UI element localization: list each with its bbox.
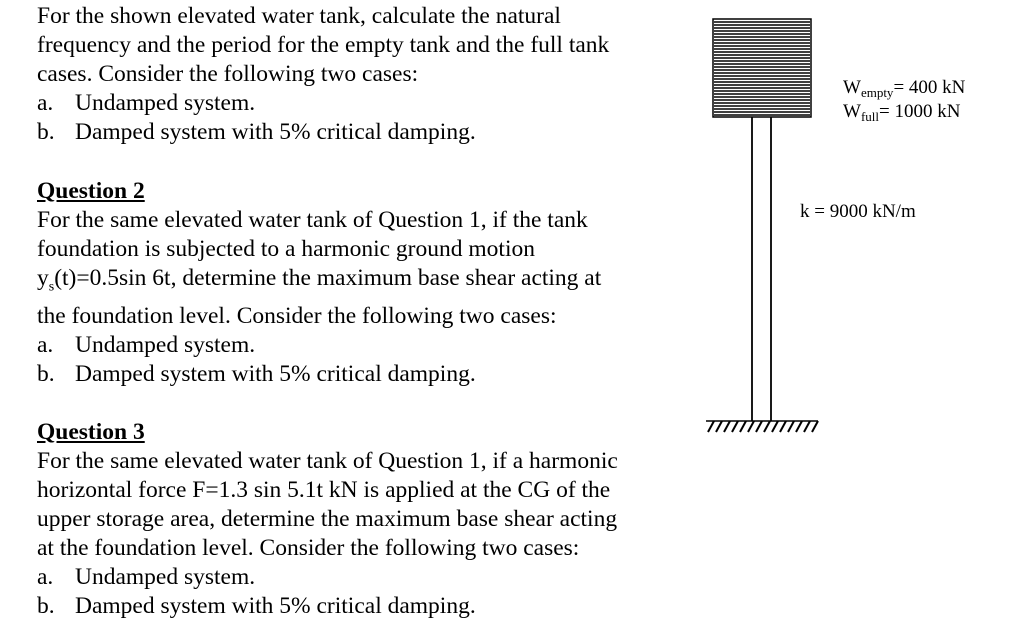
stiffness-label: k = 9000 kN/m: [800, 201, 916, 222]
ground-hatch-line: [804, 421, 810, 432]
w-full-label: [843, 101, 960, 128]
w-full-sym: W: [843, 101, 861, 122]
q1-line-1: For the shown elevated water tank, calculate the natural: [37, 3, 561, 29]
ground-hatch-line: [756, 421, 762, 432]
q1-item-b-label: b.: [37, 119, 55, 145]
ground-hatch-line: [812, 421, 818, 432]
q1-line-2: frequency and the period for the empty tank and the full tank: [37, 32, 610, 58]
w-empty-sub: empty: [860, 85, 894, 100]
q3-item-b-label: b.: [37, 592, 55, 619]
q2-item-b: [37, 360, 677, 389]
q2-line-4: the foundation level. Consider the following two cases:: [37, 302, 557, 329]
ground-hatch-line: [740, 421, 746, 432]
q2-motion-line: [37, 264, 677, 302]
q3-item-b: [37, 592, 677, 621]
q2-line-2: foundation is subjected to a harmonic ground motion: [37, 236, 535, 262]
q3-item-a: [37, 563, 677, 592]
ground-hatch: [708, 421, 818, 432]
q2-item-b-label: b.: [37, 360, 55, 387]
q2-motion-y: y: [37, 265, 49, 291]
q1-item-b: [37, 118, 677, 147]
ground-hatch-line: [764, 421, 770, 432]
q2-item-a: [37, 331, 677, 360]
q2-item-b-text: Damped system with 5% critical damping.: [75, 360, 476, 387]
problem-text: [37, 2, 677, 621]
ground-hatch-line: [796, 421, 802, 432]
q3-line-2: horizontal force F=1.3 sin 5.1t kN is applied at the CG of the: [37, 476, 611, 503]
q3-item-a-text: Undamped system.: [75, 563, 256, 590]
w-empty-label: [843, 77, 965, 104]
q3-line-3: upper storage area, determine the maximum base shear acting: [37, 505, 618, 532]
q1-line-3: cases. Consider the following two cases:: [37, 61, 419, 87]
q1-item-a-label: a.: [37, 90, 54, 116]
question-2-heading: Question 2: [37, 178, 145, 204]
q1-item-a: [37, 89, 677, 118]
q2-motion-sub: s: [48, 279, 55, 295]
w-empty-sym: W: [843, 77, 861, 98]
q2-motion-rest: (t)=0.5sin 6t, determine the maximum base shear acting at: [54, 265, 602, 291]
q3-line-4: at the foundation level. Consider the following two cases:: [37, 534, 580, 561]
q1-item-b-text: Damped system with 5% critical damping.: [75, 119, 476, 145]
q3-item-b-text: Damped system with 5% critical damping.: [75, 592, 476, 619]
w-full-sub: full: [860, 109, 879, 124]
ground-hatch-line: [732, 421, 738, 432]
water-tank-figure: [690, 0, 1009, 470]
q3-item-a-label: a.: [37, 563, 54, 590]
ground-hatch-line: [748, 421, 754, 432]
ground-hatch-line: [780, 421, 786, 432]
ground-hatch-line: [772, 421, 778, 432]
q2-item-a-label: a.: [37, 331, 54, 358]
w-full-val: = 1000 kN: [879, 101, 961, 122]
ground-hatch-line: [708, 421, 714, 432]
w-empty-val: = 400 kN: [893, 77, 966, 98]
ground-hatch-line: [724, 421, 730, 432]
q3-line-1: For the same elevated water tank of Question 1, if a harmonic: [37, 447, 618, 474]
q2-item-a-text: Undamped system.: [75, 331, 256, 358]
ground-hatch-line: [788, 421, 794, 432]
question-3-heading: Question 3: [37, 418, 145, 445]
q1-item-a-text: Undamped system.: [75, 90, 256, 116]
q2-line-1: For the same elevated water tank of Question 1, if the tank: [37, 207, 588, 233]
ground-hatch-line: [716, 421, 722, 432]
